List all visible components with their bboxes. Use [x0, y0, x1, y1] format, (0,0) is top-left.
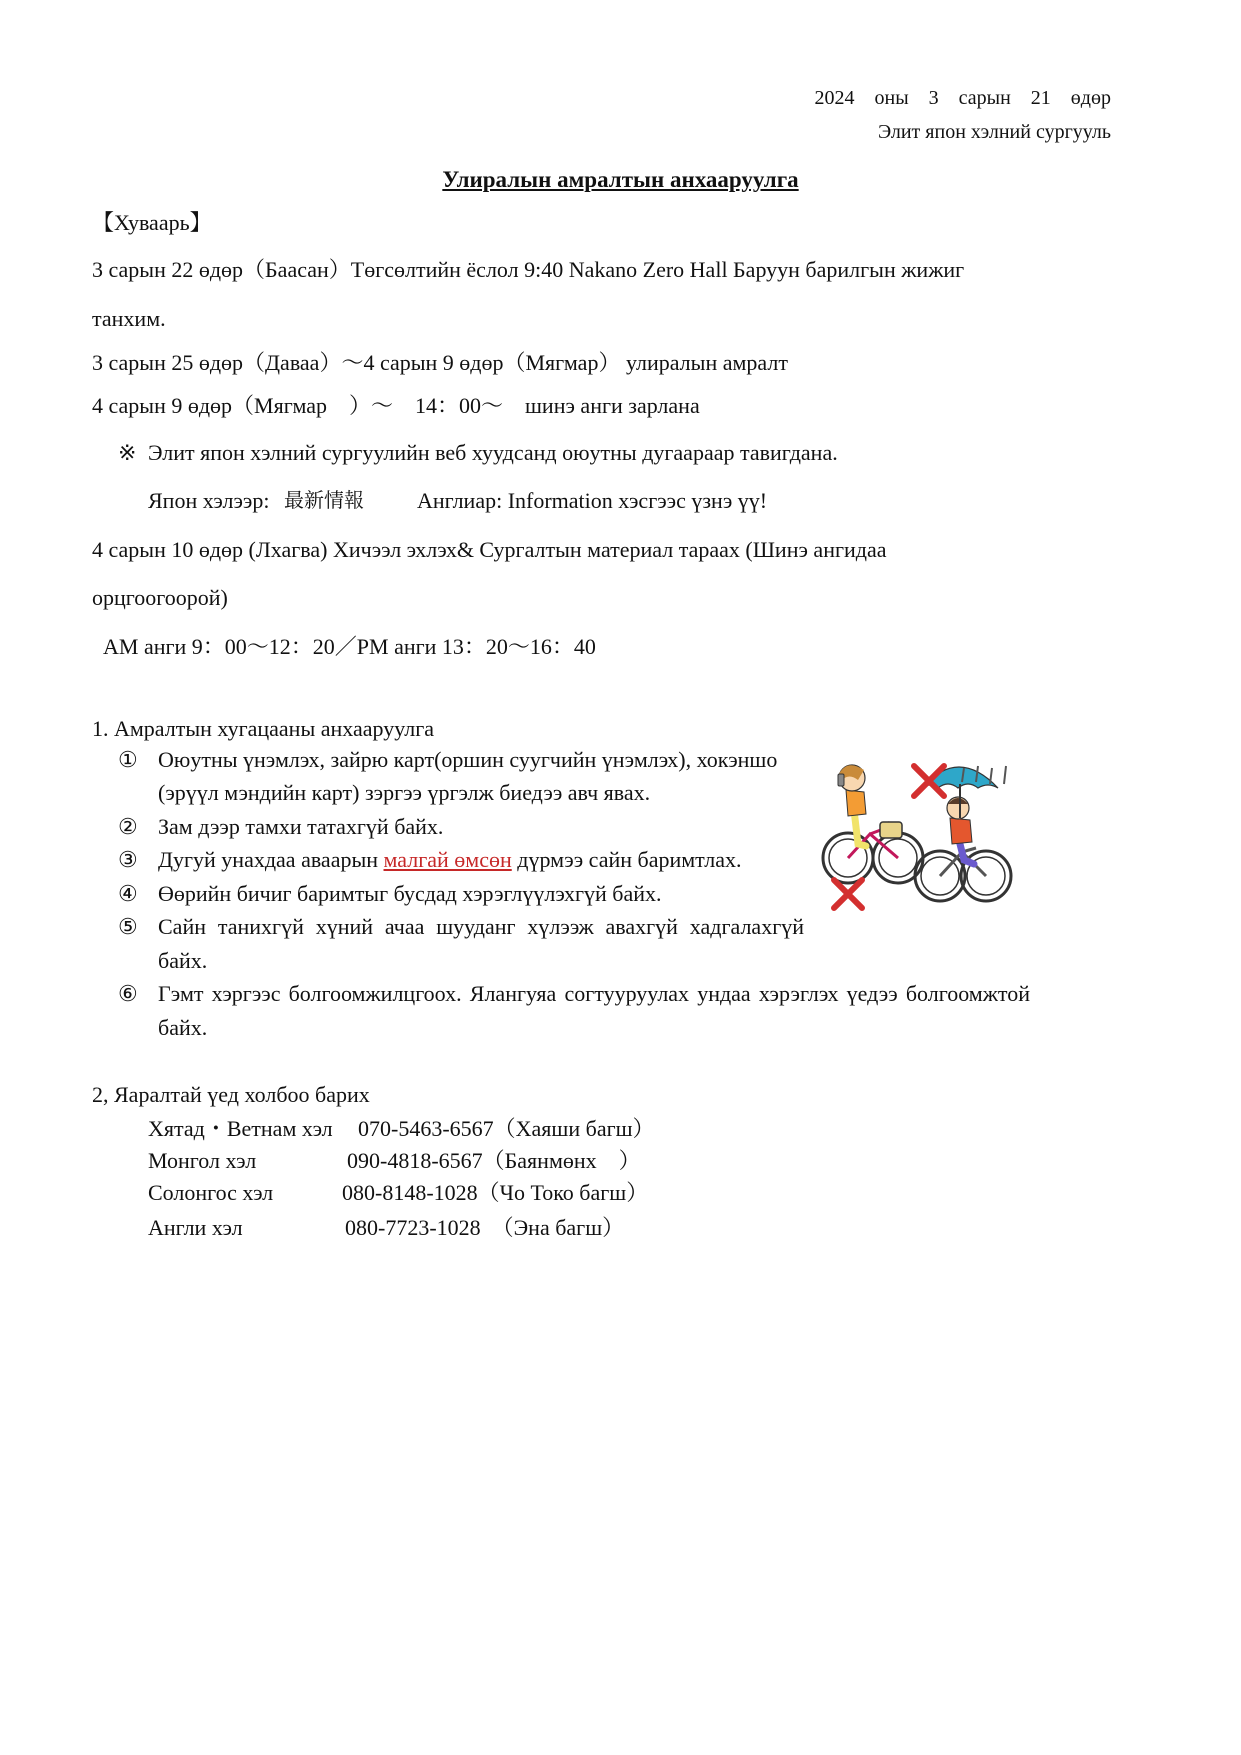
contact-1-language: Хятад・Ветнам хэл [148, 1116, 333, 1141]
cycling-safety-illustration [818, 748, 1022, 918]
item-5-number: ⑤ [118, 914, 138, 939]
note-en: Англиар: Information хэсгээс үзнэ үү! [417, 488, 768, 513]
contact-4-language: Англи хэл [148, 1215, 243, 1240]
contact-1-phone: 070-5463-6567（Хаяши багш） [358, 1116, 655, 1141]
item-2-text: Зам дээр тамхи татахгүй байх. [158, 814, 444, 839]
contact-3-phone: 080-8148-1028（Чо Токо багш） [342, 1180, 649, 1205]
page-title: Улиралын амралтын анхааруулга [442, 167, 799, 192]
item-3-text [158, 849, 742, 871]
schedule-line-2: 3 сарын 25 өдөр（Даваа）～4 сарын 9 өдөр（Мягмар） улиралын амралт [92, 350, 788, 375]
contact-3-language: Солонгос хэл [148, 1180, 274, 1205]
schedule-line-4a: 4 сарын 10 өдөр (Лхагва) Хичээл эхлэх& Сургалтын материал тараах (Шинэ ангидаа [92, 537, 887, 562]
item-4-number: ④ [118, 881, 138, 906]
class-times: AM анги 9：00～12：20／PM анги 13：20～16：40 [103, 634, 596, 659]
document-date: 2024 оны 3 сарын 21 өдөр [814, 87, 1111, 109]
note-jp-value: 最新情報 [284, 488, 364, 512]
schedule-line-3: 4 сарын 9 өдөр（Мягмар ）～ 14：00～ шинэ анги зарлана [92, 393, 700, 418]
item-6-text-cont: байх. [158, 1015, 208, 1040]
item-3-text-after: дүрмээ сайн баримтлах. [511, 847, 742, 872]
item-5-text: Сайн танихгүй хүний ачаа шууданг хүлээж авахгүй хадгалахгүй [158, 914, 804, 939]
item-6-number: ⑥ [118, 981, 138, 1006]
item-4-text: Өөрийн бичиг баримтыг бусдад хэрэглүүлэхгүй байх. [158, 881, 662, 906]
contact-4-phone: 080-7723-1028 （Эна багш） [345, 1215, 625, 1240]
contact-2-phone: 090-4818-6567（Баянмөнх ） [347, 1148, 641, 1173]
item-1-text-cont: (эрүүл мэндийн карт) зэргээ үргэлж биедээ авч явах. [158, 780, 651, 805]
note-mark: ※ [118, 440, 137, 465]
schedule-line-1b: танхим. [92, 306, 166, 331]
school-name: Элит япон хэлний сургууль [877, 121, 1111, 143]
item-1-number: ① [118, 747, 138, 772]
item-6-text: Гэмт хэргээс болгоомжилцгоох. Ялангуяа согтууруулах ундаа хэрэглэх үедээ болгоомжтой [158, 981, 1030, 1006]
section2-heading: 2, Яаралтай үед холбоо барих [92, 1082, 370, 1107]
contact-2-language: Монгол хэл [148, 1148, 257, 1173]
item-1-text: Оюутны үнэмлэх, зайрю карт(оршин суугчийн үнэмлэх), хокэншо [158, 747, 778, 772]
helmet-highlight: малгай өмсөн [383, 847, 512, 872]
item-3-text-before: Дугуй унахдаа аваарын [158, 847, 384, 872]
section1-heading: 1. Амралтын хугацааны анхааруулга [92, 716, 435, 741]
item-2-number: ② [118, 814, 138, 839]
schedule-note: Элит япон хэлний сургуулийн веб хуудсанд оюутны дугаараар тавигдана. [148, 440, 838, 465]
schedule-heading: 【Хуваарь】 [92, 210, 212, 235]
schedule-line-1a: 3 сарын 22 өдөр（Баасан）Төгсөлтийн ёслол 9:40 Nakano Zero Hall Баруун барилгын жижиг [92, 257, 965, 282]
schedule-line-4b: орцгоогоорой) [92, 585, 228, 610]
item-5-text-cont: байх. [158, 948, 208, 973]
no-phone-no-umbrella-icon [818, 748, 1022, 918]
item-3-number: ③ [118, 847, 138, 872]
note-jp-label: Япон хэлээр: [148, 488, 270, 513]
